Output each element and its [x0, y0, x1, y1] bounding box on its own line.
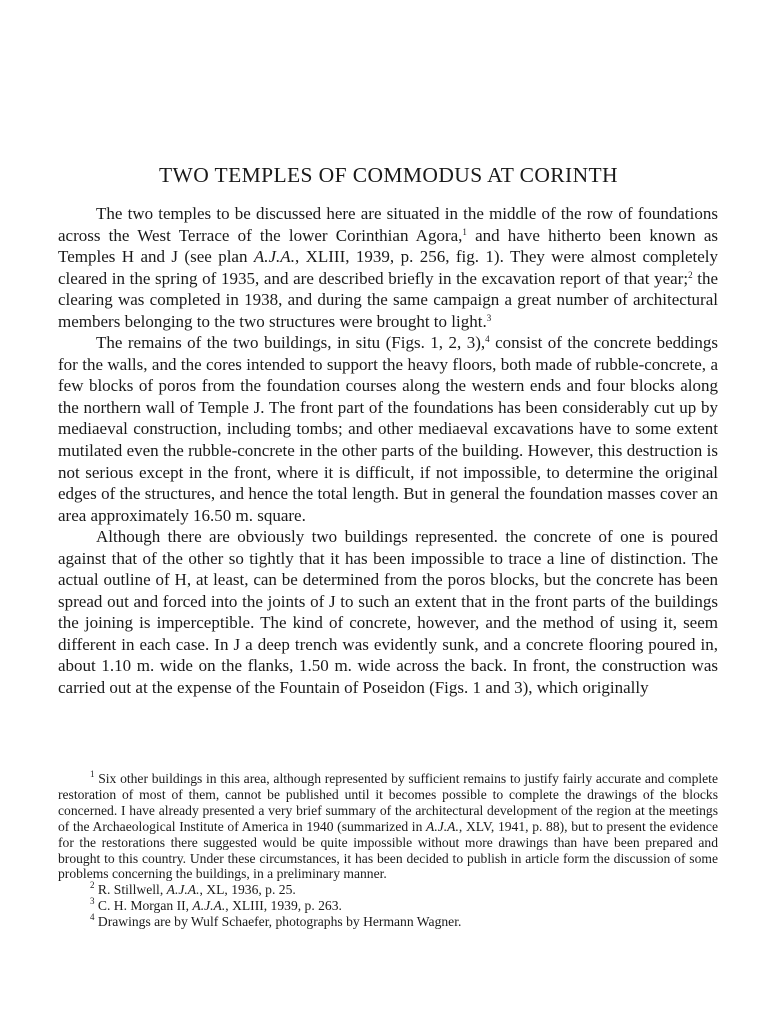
footnote-1: $^1$ Six other buildings in this area, although represented by sufficient remains to justify fairly accurate and complete restoration of most of them, cannot be published until it becomes possible to complete the drawings of the blocks concerned. I have already presented a very brief summary of the architectural development of the region at the meetings of the Archaeological Institute of America in 1940 (summarized in A.J.A., XLV, 1941, p. 88), but to present the evidence for the restorations there suggested would be quite impossible without more drawings than have been prepared and brought to this country. Under these circumstances, it has been decided to publish in article form the discussion of some problems concerning the buildings, in a preliminary manner.	[58, 769, 718, 882]
footnote-ref-4[interactable]: 4	[485, 334, 490, 345]
footnote-ref-3[interactable]: 3	[486, 312, 492, 323]
footnote-ref-2[interactable]: 2	[688, 269, 693, 280]
footnotes	[58, 771, 718, 930]
article-body	[58, 203, 718, 699]
footnote-2: $^2$ R. Stillwell, A.J.A., XL, 1936, p. 25.	[90, 880, 296, 898]
footnote-4: $^4$ Drawings are by Wulf Schaefer, photographs by Hermann Wagner.	[90, 912, 462, 930]
footnote-ref-1[interactable]: 1	[462, 226, 467, 237]
article-title: TWO TEMPLES OF COMMODUS AT CORINTH	[159, 163, 618, 187]
paragraph-3: Although there are obviously two buildings represented. the concrete of one is poured against that of the other so tightly that it has been impossible to trace a line of distinction. The actual outline of H, at least, can be determined from the poros blocks, but the concrete has been spread out and forced into the joints of J to such an extent that in the front parts of the buildings the joining is imperceptible. The kind of concrete, however, and the method of using it, seem different in each case. In J a deep trench was evidently sunk, and a concrete flooring poured in, about 1.10 m. wide on the flanks, 1.50 m. wide across the back. In front, the construction was carried out at the expense of the Fountain of Poseidon (Figs. 1 and 3), which originally	[58, 527, 718, 698]
footnote-3: $^3$ C. H. Morgan II, A.J.A., XLIII, 1939, p. 263.	[90, 896, 342, 914]
paragraph-1: The two temples to be discussed here are situated in the middle of the row of foundations across the West Terrace of the lower Corinthian Agora,$^1$ and have hitherto been known as Temples H and J (see plan A.J.A., XLIII, 1939, p. 256, fig. 1). They were almost completely cleared in the spring of 1935, and are described briefly in the excavation report of that year;$^2$ the clearing was completed in 1938, and during the same campaign a great number of architectural members belonging to the two structures were brought to light.$^3$	[58, 204, 718, 331]
paragraph-2: The remains of the two buildings, in situ (Figs. 1, 2, 3),$^4$ consist of the concrete beddings for the walls, and the cores intended to support the heavy floors, both made of rubble-concrete, a few blocks of poros from the foundation courses along the western ends and four blocks along the northern wall of Temple J. The front part of the foundations has been considerably cut up by mediaeval construction, including tombs; and other mediaeval excavations have to some extent mutilated even the rubble-concrete in the other parts of the building. However, this destruction is not serious except in the front, where it is difficult, if not impossible, to determine the original edges of the structures, and hence the total length. But in general the foundation masses cover an area approximately 16.50 m. square.	[58, 333, 719, 525]
